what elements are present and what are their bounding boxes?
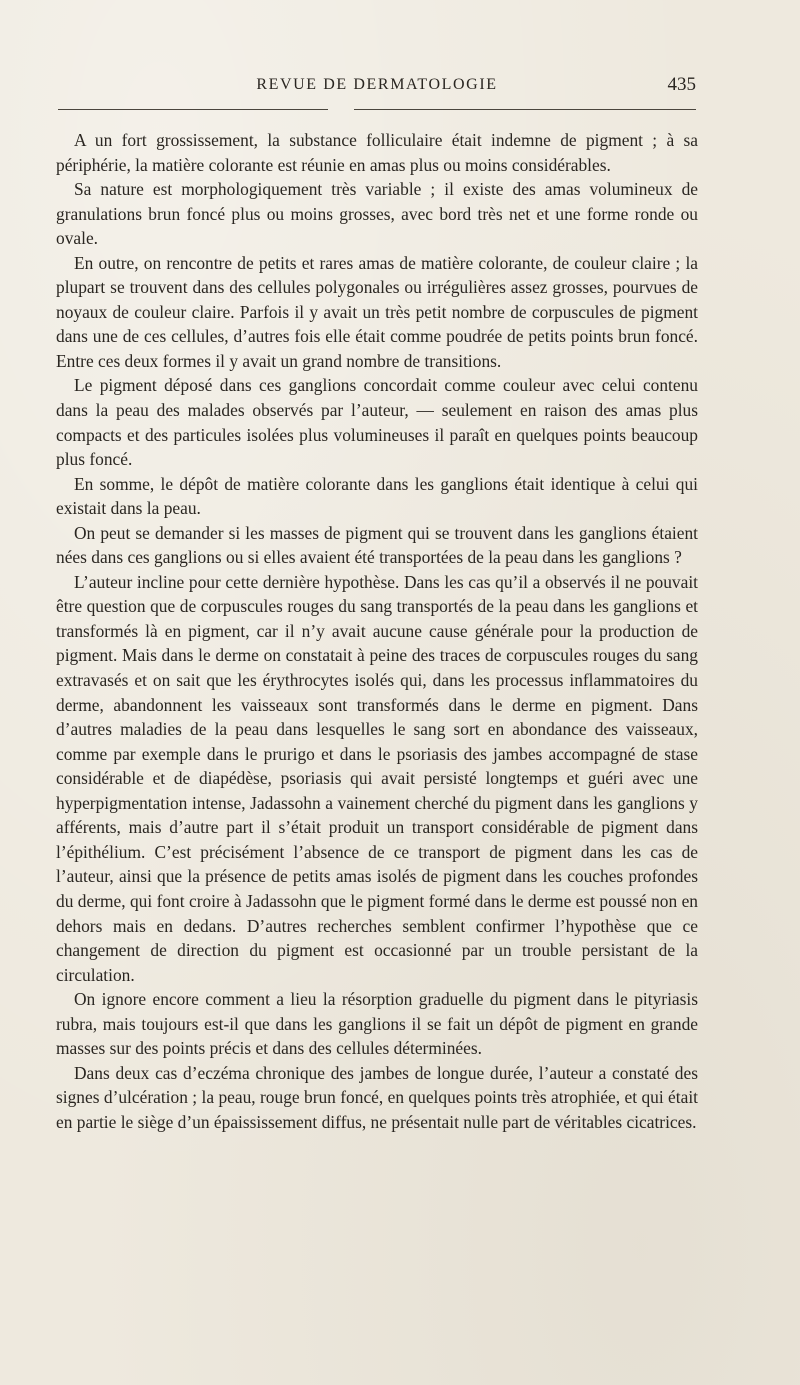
paragraph: Dans deux cas d’eczéma chronique des jambes de longue durée, l’auteur a constaté des signes d’ulcération ; la peau, rouge brun foncé, en quelques points très atrophiée, et qui était en partie le siège d’un épaississement diffus, ne présentait nulle part de véritables cicatrices. — [56, 1062, 698, 1132]
paragraph: Sa nature est morphologiquement très variable ; il existe des amas volumineux de granulations brun foncé plus ou moins grosses, avec bord très net et une forme ronde ou ovale. — [56, 179, 698, 249]
paragraph: Le pigment déposé dans ces ganglions concordait comme couleur avec celui contenu dans la peau des malades observés par l’auteur, — seulement en raison des amas plus compacts et des particules isolées plus volumineuses il paraît en quelques points beaucoup plus foncé. — [56, 375, 698, 470]
body-text — [56, 128, 698, 1134]
page-number: 435 — [667, 74, 696, 95]
header-rule-left — [58, 109, 328, 110]
header-rule-right — [354, 109, 696, 110]
paragraph: En outre, on rencontre de petits et rares amas de matière colorante, de couleur claire ; la plupart se trouvent dans des cellules polygonales ou irrégulières assez grosses, pourvues de noyaux de couleur claire. Parfois il y avait un très petit nombre de corpuscules de pigment dans une de ces cellules, d’autres fois elle était comme poudrée de petits points brun foncé. Entre ces deux formes il y avait un grand nombre de transitions. — [56, 252, 698, 371]
paragraph: En somme, le dépôt de matière colorante dans les ganglions était identique à celui qui existait dans la peau. — [56, 473, 698, 519]
page-header — [56, 76, 698, 106]
paragraph: On peut se demander si les masses de pigment qui se trouvent dans les ganglions étaient nées dans ces ganglions ou si elles avaient été transportées de la peau dans les ganglions ? — [56, 522, 698, 568]
running-head: REVUE DE DERMATOLOGIE — [256, 76, 498, 93]
paragraph: On ignore encore comment a lieu la résorption graduelle du pigment dans le pityriasis rubra, mais toujours est-il que dans les ganglions il se fait un dépôt de pigment en grande masses sur des points précis et dans des cellules déterminées. — [56, 989, 698, 1059]
paragraph: A un fort grossissement, la substance folliculaire était indemne de pigment ; à sa périphérie, la matière colorante est réunie en amas plus ou moins considérables. — [56, 130, 698, 175]
paragraph: L’auteur incline pour cette dernière hypothèse. Dans les cas qu’il a observés il ne pouvait être question que de corpuscules rouges du sang transportés de la peau dans les ganglions et transformés là en pigment, car il n’y avait aucune cause générale pour la production de pigment. Mais dans le derme on constatait à peine des traces de corpuscules rouges du sang extravasés et on sait que les érythrocytes isolés qui, dans les processus inflammatoires du derme, abandonnent les vaisseaux sont transformés dans le derme en pigment. Dans d’autres maladies de la peau dans lesquelles le sang sort en abondance des vaisseaux, comme par exemple dans le prurigo et dans le psoriasis des jambes accompagné de stase considérable et de diapédèse, psoriasis qui avait persisté longtemps et guéri avec une hyperpigmentation intense, Jadassohn a vainement cherché du pigment dans les ganglions y afférents, mais d’autre part il s’était produit un transport considérable de pigment dans l’épithélium. C’est précisément l’absence de ce transport de pigment dans les cas de l’auteur, ainsi que la présence de petits amas isolés de pigment dans les couches profondes du derme, qui font croire à Jadassohn que le pigment formé dans le derme est poussé non en dehors mais en dedans. D’autres recherches semblent confirmer l’hypothèse que ce changement de direction du pigment est occasionné par un trouble persistant de la circulation. — [56, 571, 698, 985]
